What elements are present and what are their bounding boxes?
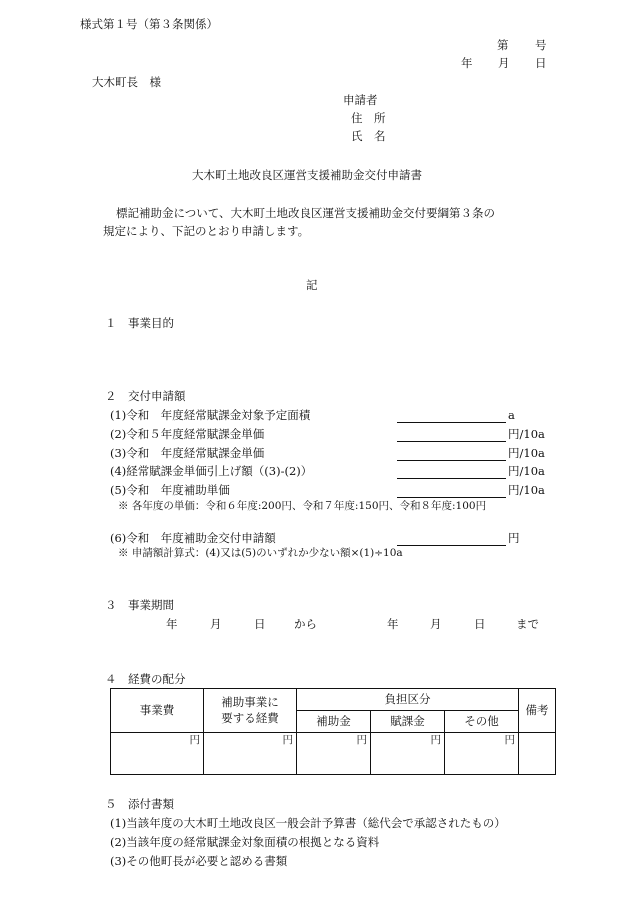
item-2-unit: 円/10a [508,427,545,441]
header-subsidy: 補助金 [297,711,371,733]
applicant-name: 氏 名 [351,129,386,143]
item-3-label: (3)令和 年度経常賦課金単価 [110,446,265,460]
body-line-1: 標記補助金について、大木町土地改良区運営支援補助金交付要綱第３条の [116,206,496,220]
header-levy: 賦課金 [371,711,445,733]
cell-levy[interactable]: 円 [371,733,445,775]
period-start-day: 日 [254,617,266,631]
cell-subsidy[interactable]: 円 [297,733,371,775]
header-subsidy-target-line1: 補助事業に [221,694,279,709]
item-1-blank[interactable] [397,408,506,423]
cell-subsidy-target-cost[interactable]: 円 [204,733,297,775]
header-project-cost: 事業費 [111,689,204,733]
section5-heading: ５ 添付書類 [105,797,174,811]
item-5-label: (5)令和 年度補助単価 [110,483,230,497]
item-4-label: (4)経常賦課金単価引上げ額（(3)-(2)） [110,464,313,478]
period-end-day: 日 [474,617,486,631]
item-3-blank[interactable] [397,446,506,461]
header-remarks: 備考 [519,689,556,733]
addressee: 大木町長 様 [92,75,161,89]
attachment-1: (1)当該年度の大木町土地改良区一般会計予算書（総代会で承認されたもの） [110,816,506,830]
section1-heading: １ 事業目的 [105,316,174,330]
document-title: 大木町土地改良区運営支援補助金交付申請書 [192,168,422,182]
item-2-blank[interactable] [397,427,506,442]
attachment-3: (3)その他町長が必要と認める書類 [110,854,288,868]
period-start-year: 年 [166,617,178,631]
item-6-blank[interactable] [397,531,506,546]
section3-heading: ３ 事業期間 [105,598,174,612]
cell-remarks[interactable] [519,733,556,775]
ki-marker: 記 [306,278,318,292]
date-month: 月 [498,56,510,70]
date-day: 日 [535,56,547,70]
applicant-label: 申請者 [343,93,378,107]
body-line-2: 規定により、下記のとおり申請します。 [103,224,310,238]
attachment-2: (2)当該年度の経常賦課金対象面積の根拠となる資料 [110,835,380,849]
expense-allocation-table [110,688,556,775]
item-1-label: (1)令和 年度経常賦課金対象予定面積 [110,408,311,422]
period-until: まで [516,617,539,631]
note-formula: ※ 申請額計算式：(4)又は(5)のいずれか少ない額×(1)÷10a [118,547,403,559]
item-4-blank[interactable] [397,464,506,479]
note-unit-prices: ※ 各年度の単価：令和６年度:200円、令和７年度:150円、令和８年度:100円 [118,500,487,512]
item-2-label: (2)令和５年度経常賦課金単価 [110,427,265,441]
applicant-address: 住 所 [351,111,386,125]
item-6-unit: 円 [508,531,520,545]
form-number: 様式第１号（第３条関係） [80,17,218,31]
section2-heading: ２ 交付申請額 [105,389,186,403]
period-from: から [294,617,317,631]
item-4-unit: 円/10a [508,464,545,478]
section4-heading: ４ 経費の配分 [105,672,186,686]
period-end-month: 月 [430,617,442,631]
item-1-unit: a [508,408,515,422]
header-subsidy-target-line2: 要する経費 [221,710,279,725]
item-5-unit: 円/10a [508,483,545,497]
item-5-blank[interactable] [397,483,506,498]
period-end-year: 年 [387,617,399,631]
cell-other[interactable]: 円 [445,733,519,775]
period-start-month: 月 [210,617,222,631]
cell-project-cost[interactable]: 円 [111,733,204,775]
header-subsidy-target-cost [204,689,297,733]
item-3-unit: 円/10a [508,446,545,460]
doc-number-dai: 第 [497,38,509,52]
header-burden-category: 負担区分 [297,689,519,711]
item-6-label: (6)令和 年度補助金交付申請額 [110,531,276,545]
header-other: その他 [445,711,519,733]
date-year: 年 [461,56,473,70]
doc-number-go: 号 [535,38,547,52]
